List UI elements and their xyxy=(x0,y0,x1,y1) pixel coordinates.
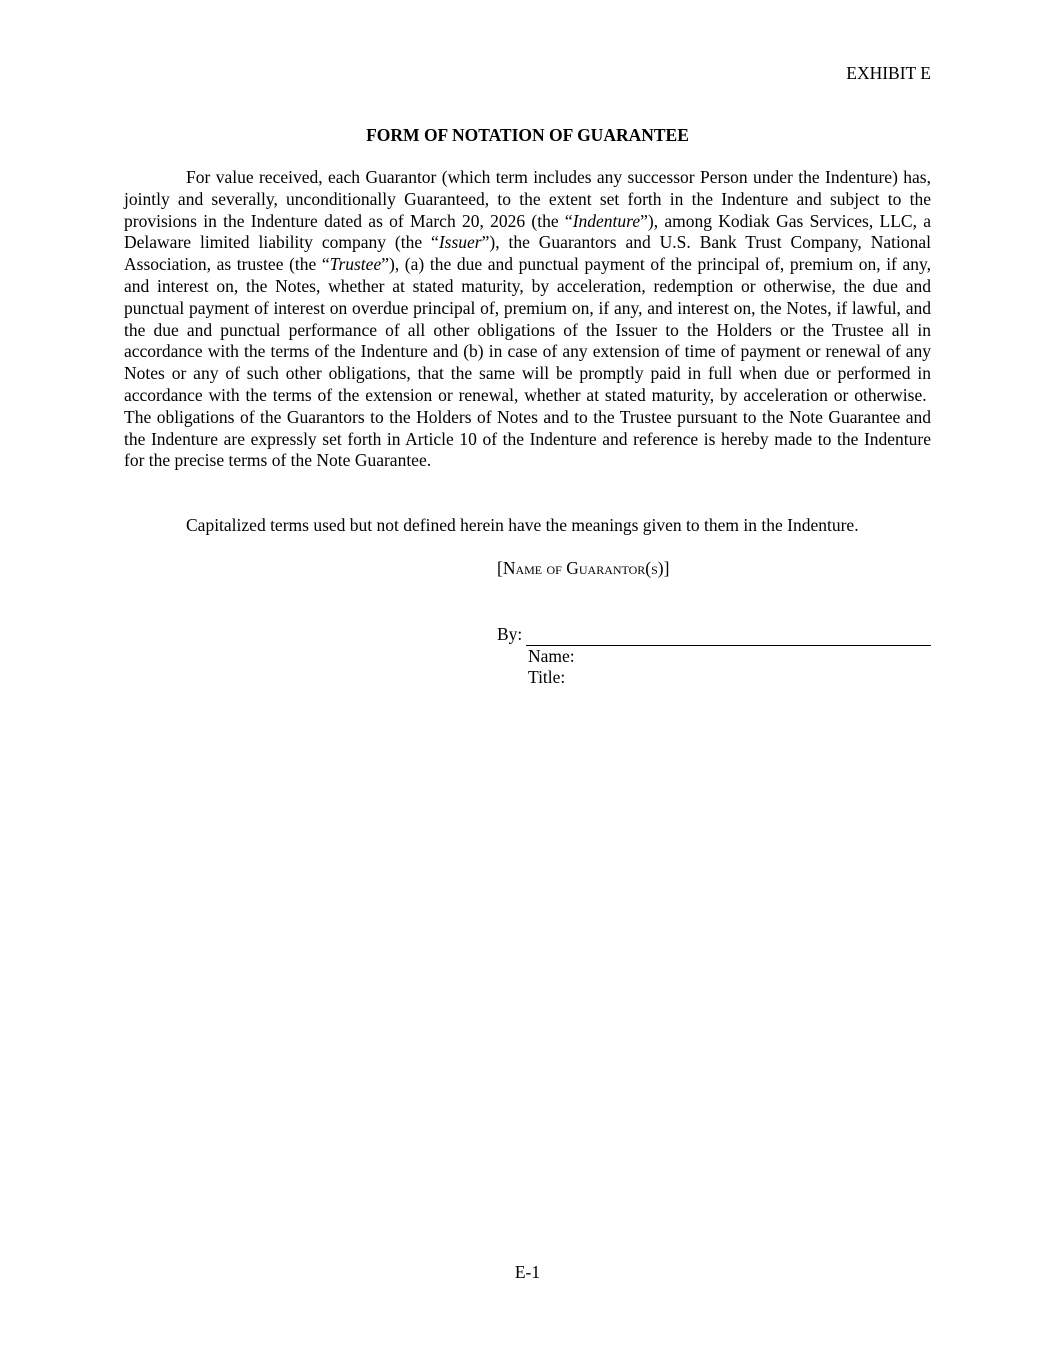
signature-line xyxy=(526,628,931,646)
exhibit-label: EXHIBIT E xyxy=(846,63,931,83)
document-title: FORM OF NOTATION OF GUARANTEE xyxy=(366,125,689,145)
capitalized-terms-paragraph: Capitalized terms used but not defined herein have the meanings given to them in the Indenture. xyxy=(186,515,859,535)
guarantor-name-placeholder: [Name of Guarantor(s)] xyxy=(497,558,670,578)
paragraph-text: ”), (a) the due and punctual payment of the principal of, premium on, if any, and interest on, the Notes, whether at stated maturity, by acceleration, redemption or otherwise, the due and punctual payment of interest on overdue principal of, premium on, if any, and interest on, the Notes, if lawful, and the due and punctual performance of all other obligations of the Issuer to the Holders or the Trustee all in accordance with the terms of the Indenture and (b) in case of any extension of time of payment or renewal of any Notes or any of such other obligations, that the same will be promptly paid in full when due or performed in accordance with the terms of the extension or renewal, whether at stated maturity, by acceleration or otherwise. The obligations of the Guarantors to the Holders of Notes and to the Trustee pursuant to the Note Guarantee and the Indenture are expressly set forth in Article 10 of the Indenture and reference is hereby made to the Indenture for the precise terms of the Note Guarantee. xyxy=(124,254,932,471)
defined-term-indenture: Indenture xyxy=(572,210,641,231)
by-label: By: xyxy=(497,623,523,644)
paragraph-text: For value received, each Guarantor (which term includes any successor Person under the Indenture) has, jointly and severally, unconditionally Guaranteed, to the extent set forth in the Indenture and subject to the provisions in the Indenture dated as of March 20, 2026 (the “ xyxy=(124,167,931,231)
paragraph-text: ”), among Kodiak Gas Services, LLC, a Delaware limited liability company (the “ xyxy=(124,210,932,253)
signature-line-row xyxy=(497,624,931,646)
page-number: E-1 xyxy=(514,1262,541,1282)
name-label: Name: xyxy=(528,645,575,666)
signature-block xyxy=(497,558,931,689)
title-label: Title: xyxy=(528,667,566,688)
defined-term-trustee: Trustee xyxy=(329,254,382,275)
guarantee-paragraph xyxy=(124,167,931,472)
paragraph-text: ”), the Guarantors and U.S. Bank Trust Company, National Association, as trustee (the “ xyxy=(124,232,931,275)
defined-term-issuer: Issuer xyxy=(438,232,482,253)
